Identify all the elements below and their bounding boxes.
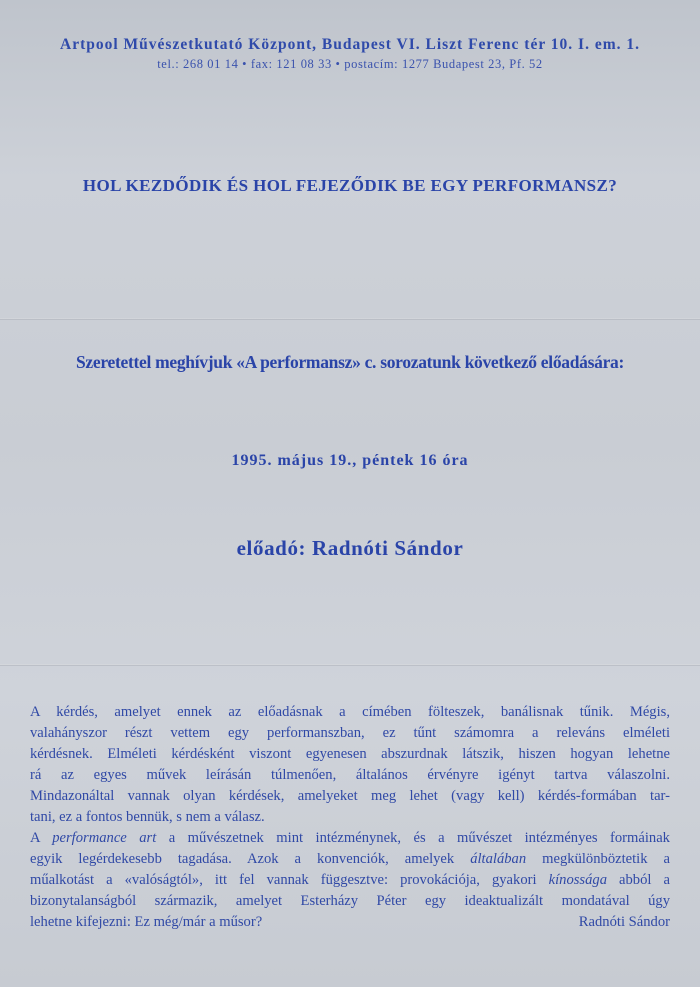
- abstract-paragraph-1: [30, 702, 670, 828]
- text-line: tani, ez a fontos bennük, s nem a válasz.: [30, 809, 265, 825]
- paper-fold-line: [0, 318, 700, 320]
- text-line: valahányszor részt vettem egy performanszban, ez tűnt számomra a releváns elméleti: [30, 725, 670, 741]
- text-line: Mindazonáltal vannak olyan kérdések, amelyeket meg lehet (vagy kell) kérdés-formában tar-: [30, 788, 670, 804]
- letterhead-contact: tel.: 268 01 14 • fax: 121 08 33 • postacím: 1277 Budapest 23, Pf. 52: [157, 57, 543, 71]
- invitation-text: Szeretettel meghívjuk «A performansz» c. sorozatunk következő előadására:: [75, 352, 625, 372]
- speaker-name: előadó: Radnóti Sándor: [236, 536, 464, 560]
- emphasis-kinossaga: kínossága: [548, 872, 607, 888]
- text-line: kérdésnek. Elméleti kérdésként viszont egyenesen abszurdnak látszik, hiszen hogyan lehetne: [30, 746, 670, 762]
- abstract-paragraph-2: [30, 828, 670, 933]
- author-signature: Radnóti Sándor: [578, 914, 670, 930]
- lecture-title: HOL KEZDŐDIK ÉS HOL FEJEZŐDIK BE EGY PERFORMANSZ?: [82, 176, 618, 195]
- text-line: lehetne kifejezni: Ez még/már a műsor?: [30, 914, 263, 930]
- paper-fold-line: [0, 664, 700, 666]
- letterhead: [0, 36, 700, 72]
- letterhead-address: Artpool Művészetkutató Központ, Budapest VI. Liszt Ferenc tér 10. I. em. 1.: [60, 36, 640, 53]
- text-line: egyik legérdekesebb tagadása. Azok a konvenciók, amelyek általában megkülönböztetik a: [30, 851, 671, 867]
- text-line: rá az egyes művek leírásán túlmenően, általános érvényre igényt tartva válaszolni.: [30, 767, 670, 783]
- emphasis-performance-art: performance art: [52, 830, 157, 846]
- text-line: műalkotást a «valóságtól», itt fel vannak függesztve: provokációja, gyakori kínossága abból a: [30, 872, 670, 888]
- closing-line: [30, 912, 670, 933]
- text-line: A performance art a művészetnek mint intézménynek, és a művészet intézményes formáinak: [30, 830, 670, 846]
- text-line: bizonytalanságból származik, amelyet Esterházy Péter egy ideaktualizált mondatával úgy: [30, 893, 670, 909]
- abstract-text: [30, 702, 670, 933]
- text-line: A kérdés, amelyet ennek az előadásnak a címében fölteszek, banálisnak tűnik. Mégis,: [30, 704, 670, 720]
- event-date: 1995. május 19., péntek 16 óra: [231, 452, 469, 469]
- emphasis-altalaban: általában: [470, 851, 527, 867]
